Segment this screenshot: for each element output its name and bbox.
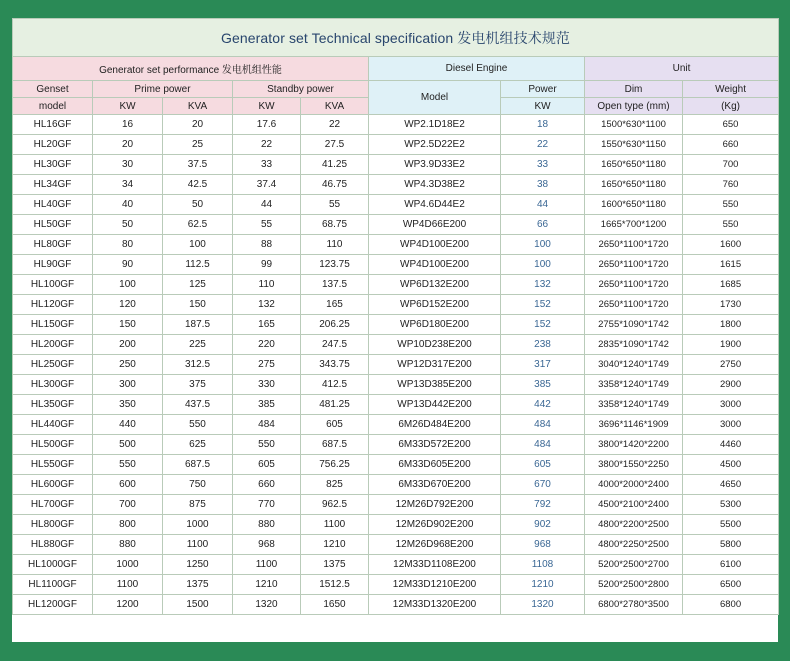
cell-prime-kw: 350	[93, 395, 163, 415]
cell-dim: 2650*1100*1720	[585, 255, 683, 275]
group-unit: Unit	[585, 57, 779, 81]
cell-prime-kw: 300	[93, 375, 163, 395]
cell-standby-kva: 756.25	[301, 455, 369, 475]
cell-genset-model: HL120GF	[13, 295, 93, 315]
cell-standby-kw: 880	[233, 515, 301, 535]
cell-weight: 4500	[683, 455, 779, 475]
cell-prime-kva: 25	[163, 135, 233, 155]
table-row	[13, 115, 779, 135]
cell-standby-kva: 1512.5	[301, 575, 369, 595]
cell-engine-model: WP4D100E200	[369, 235, 501, 255]
cell-prime-kw: 90	[93, 255, 163, 275]
cell-power-kw: 317	[501, 355, 585, 375]
cell-prime-kw: 50	[93, 215, 163, 235]
cell-dim: 1650*650*1180	[585, 155, 683, 175]
header-dim: Dim	[585, 81, 683, 98]
cell-power-kw: 38	[501, 175, 585, 195]
cell-power-kw: 1320	[501, 595, 585, 615]
cell-standby-kva: 68.75	[301, 215, 369, 235]
cell-prime-kw: 200	[93, 335, 163, 355]
cell-dim: 4500*2100*2400	[585, 495, 683, 515]
header-prime-kw: KW	[93, 98, 163, 115]
table-row	[13, 335, 779, 355]
cell-standby-kw: 330	[233, 375, 301, 395]
cell-weight: 650	[683, 115, 779, 135]
cell-power-kw: 66	[501, 215, 585, 235]
cell-genset-model: HL20GF	[13, 135, 93, 155]
cell-dim: 1600*650*1180	[585, 195, 683, 215]
cell-prime-kw: 120	[93, 295, 163, 315]
cell-standby-kva: 55	[301, 195, 369, 215]
table-row	[13, 275, 779, 295]
cell-weight: 5300	[683, 495, 779, 515]
cell-power-kw: 100	[501, 235, 585, 255]
cell-engine-model: WP13D442E200	[369, 395, 501, 415]
cell-standby-kw: 99	[233, 255, 301, 275]
cell-weight: 2900	[683, 375, 779, 395]
cell-weight: 3000	[683, 395, 779, 415]
cell-engine-model: WP3.9D33E2	[369, 155, 501, 175]
cell-engine-model: WP2.1D18E2	[369, 115, 501, 135]
cell-genset-model: HL1200GF	[13, 595, 93, 615]
table-row	[13, 575, 779, 595]
cell-standby-kva: 137.5	[301, 275, 369, 295]
cell-weight: 2750	[683, 355, 779, 375]
cell-dim: 4800*2250*2500	[585, 535, 683, 555]
cell-engine-model: 12M26D968E200	[369, 535, 501, 555]
cell-weight: 1800	[683, 315, 779, 335]
cell-weight: 550	[683, 215, 779, 235]
cell-weight: 1685	[683, 275, 779, 295]
cell-genset-model: HL40GF	[13, 195, 93, 215]
cell-standby-kva: 27.5	[301, 135, 369, 155]
cell-prime-kw: 30	[93, 155, 163, 175]
cell-standby-kw: 132	[233, 295, 301, 315]
cell-genset-model: HL550GF	[13, 455, 93, 475]
cell-standby-kw: 385	[233, 395, 301, 415]
cell-power-kw: 22	[501, 135, 585, 155]
cell-weight: 5500	[683, 515, 779, 535]
table-row	[13, 515, 779, 535]
cell-standby-kw: 88	[233, 235, 301, 255]
cell-prime-kva: 550	[163, 415, 233, 435]
cell-genset-model: HL350GF	[13, 395, 93, 415]
cell-standby-kw: 165	[233, 315, 301, 335]
table-row	[13, 295, 779, 315]
cell-prime-kva: 437.5	[163, 395, 233, 415]
cell-standby-kw: 660	[233, 475, 301, 495]
cell-genset-model: HL700GF	[13, 495, 93, 515]
cell-power-kw: 670	[501, 475, 585, 495]
cell-dim: 3358*1240*1749	[585, 395, 683, 415]
cell-power-kw: 1210	[501, 575, 585, 595]
cell-engine-model: 6M33D670E200	[369, 475, 501, 495]
cell-standby-kva: 247.5	[301, 335, 369, 355]
cell-power-kw: 152	[501, 295, 585, 315]
cell-genset-model: HL600GF	[13, 475, 93, 495]
cell-power-kw: 902	[501, 515, 585, 535]
table-row	[13, 395, 779, 415]
cell-prime-kw: 100	[93, 275, 163, 295]
cell-genset-model: HL30GF	[13, 155, 93, 175]
cell-genset-model: HL16GF	[13, 115, 93, 135]
cell-dim: 3800*1420*2200	[585, 435, 683, 455]
cell-engine-model: 12M26D902E200	[369, 515, 501, 535]
cell-prime-kva: 1375	[163, 575, 233, 595]
cell-prime-kva: 875	[163, 495, 233, 515]
cell-standby-kva: 22	[301, 115, 369, 135]
cell-prime-kw: 20	[93, 135, 163, 155]
cell-prime-kw: 1100	[93, 575, 163, 595]
cell-genset-model: HL250GF	[13, 355, 93, 375]
cell-engine-model: WP12D317E200	[369, 355, 501, 375]
header-genset: Genset	[13, 81, 93, 98]
cell-prime-kw: 500	[93, 435, 163, 455]
cell-dim: 5200*2500*2700	[585, 555, 683, 575]
cell-standby-kva: 110	[301, 235, 369, 255]
table-row	[13, 355, 779, 375]
cell-prime-kva: 1000	[163, 515, 233, 535]
cell-dim: 2835*1090*1742	[585, 335, 683, 355]
cell-power-kw: 44	[501, 195, 585, 215]
cell-prime-kw: 880	[93, 535, 163, 555]
cell-genset-model: HL50GF	[13, 215, 93, 235]
cell-standby-kva: 825	[301, 475, 369, 495]
cell-weight: 1900	[683, 335, 779, 355]
table-row	[13, 415, 779, 435]
cell-prime-kw: 34	[93, 175, 163, 195]
header-standby-power: Standby power	[233, 81, 369, 98]
cell-power-kw: 132	[501, 275, 585, 295]
cell-prime-kva: 625	[163, 435, 233, 455]
cell-prime-kva: 312.5	[163, 355, 233, 375]
cell-genset-model: HL800GF	[13, 515, 93, 535]
cell-standby-kw: 44	[233, 195, 301, 215]
cell-engine-model: WP2.5D22E2	[369, 135, 501, 155]
table-row	[13, 235, 779, 255]
cell-dim: 2755*1090*1742	[585, 315, 683, 335]
cell-standby-kva: 46.75	[301, 175, 369, 195]
cell-prime-kva: 225	[163, 335, 233, 355]
header-model: model	[13, 98, 93, 115]
cell-standby-kva: 123.75	[301, 255, 369, 275]
cell-prime-kw: 800	[93, 515, 163, 535]
cell-power-kw: 238	[501, 335, 585, 355]
cell-engine-model: WP4D100E200	[369, 255, 501, 275]
cell-standby-kva: 962.5	[301, 495, 369, 515]
cell-dim: 1665*700*1200	[585, 215, 683, 235]
cell-genset-model: HL200GF	[13, 335, 93, 355]
spec-table	[12, 18, 779, 615]
cell-dim: 3358*1240*1749	[585, 375, 683, 395]
cell-prime-kva: 125	[163, 275, 233, 295]
cell-standby-kva: 1650	[301, 595, 369, 615]
cell-prime-kw: 550	[93, 455, 163, 475]
group-engine: Diesel Engine	[369, 57, 585, 81]
table-row	[13, 195, 779, 215]
cell-power-kw: 100	[501, 255, 585, 275]
cell-dim: 6800*2780*3500	[585, 595, 683, 615]
spec-sheet	[12, 18, 778, 642]
table-row	[13, 255, 779, 275]
cell-prime-kw: 40	[93, 195, 163, 215]
cell-weight: 6100	[683, 555, 779, 575]
cell-engine-model: WP10D238E200	[369, 335, 501, 355]
header-prime-power: Prime power	[93, 81, 233, 98]
cell-standby-kw: 1210	[233, 575, 301, 595]
cell-prime-kva: 1100	[163, 535, 233, 555]
header-standby-kva: KVA	[301, 98, 369, 115]
cell-engine-model: 12M33D1108E200	[369, 555, 501, 575]
table-row	[13, 315, 779, 335]
cell-dim: 2650*1100*1720	[585, 275, 683, 295]
cell-standby-kw: 220	[233, 335, 301, 355]
table-row	[13, 535, 779, 555]
spec-table-body	[13, 19, 779, 615]
page-title: Generator set Technical specification 发电机组技术规范	[13, 19, 779, 57]
group-header-row	[13, 57, 779, 81]
cell-weight: 6800	[683, 595, 779, 615]
cell-prime-kva: 750	[163, 475, 233, 495]
cell-power-kw: 1108	[501, 555, 585, 575]
cell-engine-model: 6M33D572E200	[369, 435, 501, 455]
cell-standby-kw: 22	[233, 135, 301, 155]
table-row	[13, 215, 779, 235]
cell-standby-kw: 968	[233, 535, 301, 555]
header-standby-kw: KW	[233, 98, 301, 115]
cell-prime-kw: 250	[93, 355, 163, 375]
group-performance: Generator set performance 发电机组性能	[13, 57, 369, 81]
cell-weight: 1600	[683, 235, 779, 255]
cell-power-kw: 792	[501, 495, 585, 515]
cell-standby-kw: 37.4	[233, 175, 301, 195]
cell-prime-kva: 1500	[163, 595, 233, 615]
cell-genset-model: HL500GF	[13, 435, 93, 455]
cell-dim: 1650*650*1180	[585, 175, 683, 195]
cell-genset-model: HL150GF	[13, 315, 93, 335]
cell-standby-kva: 687.5	[301, 435, 369, 455]
table-row	[13, 155, 779, 175]
cell-genset-model: HL300GF	[13, 375, 93, 395]
cell-prime-kw: 16	[93, 115, 163, 135]
cell-prime-kva: 100	[163, 235, 233, 255]
cell-standby-kva: 165	[301, 295, 369, 315]
cell-engine-model: WP4D66E200	[369, 215, 501, 235]
cell-dim: 3800*1550*2250	[585, 455, 683, 475]
cell-prime-kva: 20	[163, 115, 233, 135]
header-weight: Weight	[683, 81, 779, 98]
cell-engine-model: 12M33D1210E200	[369, 575, 501, 595]
cell-standby-kva: 343.75	[301, 355, 369, 375]
cell-engine-model: WP6D180E200	[369, 315, 501, 335]
cell-weight: 3000	[683, 415, 779, 435]
table-row	[13, 435, 779, 455]
header-kg: (Kg)	[683, 98, 779, 115]
cell-prime-kw: 1000	[93, 555, 163, 575]
header-power: Power	[501, 81, 585, 98]
cell-genset-model: HL880GF	[13, 535, 93, 555]
table-row	[13, 455, 779, 475]
cell-power-kw: 484	[501, 415, 585, 435]
cell-standby-kva: 605	[301, 415, 369, 435]
cell-weight: 700	[683, 155, 779, 175]
cell-weight: 5800	[683, 535, 779, 555]
cell-standby-kva: 206.25	[301, 315, 369, 335]
cell-engine-model: 6M33D605E200	[369, 455, 501, 475]
cell-dim: 1550*630*1150	[585, 135, 683, 155]
cell-standby-kw: 484	[233, 415, 301, 435]
cell-weight: 760	[683, 175, 779, 195]
cell-dim: 3040*1240*1749	[585, 355, 683, 375]
cell-dim: 2650*1100*1720	[585, 235, 683, 255]
table-row	[13, 375, 779, 395]
cell-dim: 3696*1146*1909	[585, 415, 683, 435]
header-prime-kva: KVA	[163, 98, 233, 115]
cell-weight: 1615	[683, 255, 779, 275]
cell-dim: 5200*2500*2800	[585, 575, 683, 595]
column-header-row	[13, 81, 779, 98]
cell-engine-model: 12M33D1320E200	[369, 595, 501, 615]
cell-dim: 2650*1100*1720	[585, 295, 683, 315]
cell-standby-kw: 33	[233, 155, 301, 175]
cell-dim: 1500*630*1100	[585, 115, 683, 135]
cell-prime-kw: 80	[93, 235, 163, 255]
cell-power-kw: 385	[501, 375, 585, 395]
cell-prime-kw: 150	[93, 315, 163, 335]
header-engine-model: Model	[369, 81, 501, 115]
cell-genset-model: HL1100GF	[13, 575, 93, 595]
cell-standby-kva: 1375	[301, 555, 369, 575]
table-row	[13, 475, 779, 495]
cell-genset-model: HL1000GF	[13, 555, 93, 575]
cell-standby-kw: 550	[233, 435, 301, 455]
cell-engine-model: WP4.6D44E2	[369, 195, 501, 215]
cell-prime-kva: 37.5	[163, 155, 233, 175]
cell-dim: 4800*2200*2500	[585, 515, 683, 535]
cell-prime-kw: 1200	[93, 595, 163, 615]
cell-prime-kva: 50	[163, 195, 233, 215]
cell-prime-kw: 700	[93, 495, 163, 515]
cell-standby-kw: 1320	[233, 595, 301, 615]
table-row	[13, 495, 779, 515]
cell-weight: 4460	[683, 435, 779, 455]
cell-prime-kva: 1250	[163, 555, 233, 575]
cell-prime-kva: 42.5	[163, 175, 233, 195]
table-row	[13, 175, 779, 195]
cell-prime-kva: 187.5	[163, 315, 233, 335]
cell-prime-kw: 600	[93, 475, 163, 495]
cell-weight: 1730	[683, 295, 779, 315]
cell-weight: 4650	[683, 475, 779, 495]
cell-standby-kw: 770	[233, 495, 301, 515]
cell-engine-model: WP6D132E200	[369, 275, 501, 295]
table-row	[13, 595, 779, 615]
cell-engine-model: WP4.3D38E2	[369, 175, 501, 195]
cell-power-kw: 18	[501, 115, 585, 135]
cell-standby-kw: 17.6	[233, 115, 301, 135]
cell-standby-kva: 412.5	[301, 375, 369, 395]
cell-power-kw: 968	[501, 535, 585, 555]
cell-standby-kw: 55	[233, 215, 301, 235]
cell-engine-model: 12M26D792E200	[369, 495, 501, 515]
cell-dim: 4000*2000*2400	[585, 475, 683, 495]
cell-weight: 6500	[683, 575, 779, 595]
cell-standby-kw: 275	[233, 355, 301, 375]
cell-prime-kva: 687.5	[163, 455, 233, 475]
cell-genset-model: HL440GF	[13, 415, 93, 435]
cell-prime-kva: 375	[163, 375, 233, 395]
cell-prime-kw: 440	[93, 415, 163, 435]
cell-engine-model: WP6D152E200	[369, 295, 501, 315]
cell-power-kw: 33	[501, 155, 585, 175]
cell-genset-model: HL34GF	[13, 175, 93, 195]
table-row	[13, 555, 779, 575]
cell-standby-kva: 1210	[301, 535, 369, 555]
table-row	[13, 135, 779, 155]
cell-prime-kva: 62.5	[163, 215, 233, 235]
header-open-type: Open type (mm)	[585, 98, 683, 115]
cell-genset-model: HL90GF	[13, 255, 93, 275]
header-power-kw: KW	[501, 98, 585, 115]
cell-power-kw: 605	[501, 455, 585, 475]
cell-prime-kva: 150	[163, 295, 233, 315]
cell-power-kw: 484	[501, 435, 585, 455]
cell-weight: 550	[683, 195, 779, 215]
cell-genset-model: HL100GF	[13, 275, 93, 295]
cell-engine-model: 6M26D484E200	[369, 415, 501, 435]
cell-standby-kw: 605	[233, 455, 301, 475]
cell-standby-kva: 1100	[301, 515, 369, 535]
cell-prime-kva: 112.5	[163, 255, 233, 275]
title-row	[13, 19, 779, 57]
cell-standby-kva: 41.25	[301, 155, 369, 175]
cell-standby-kva: 481.25	[301, 395, 369, 415]
cell-standby-kw: 110	[233, 275, 301, 295]
cell-power-kw: 152	[501, 315, 585, 335]
cell-engine-model: WP13D385E200	[369, 375, 501, 395]
cell-genset-model: HL80GF	[13, 235, 93, 255]
cell-weight: 660	[683, 135, 779, 155]
cell-power-kw: 442	[501, 395, 585, 415]
cell-standby-kw: 1100	[233, 555, 301, 575]
